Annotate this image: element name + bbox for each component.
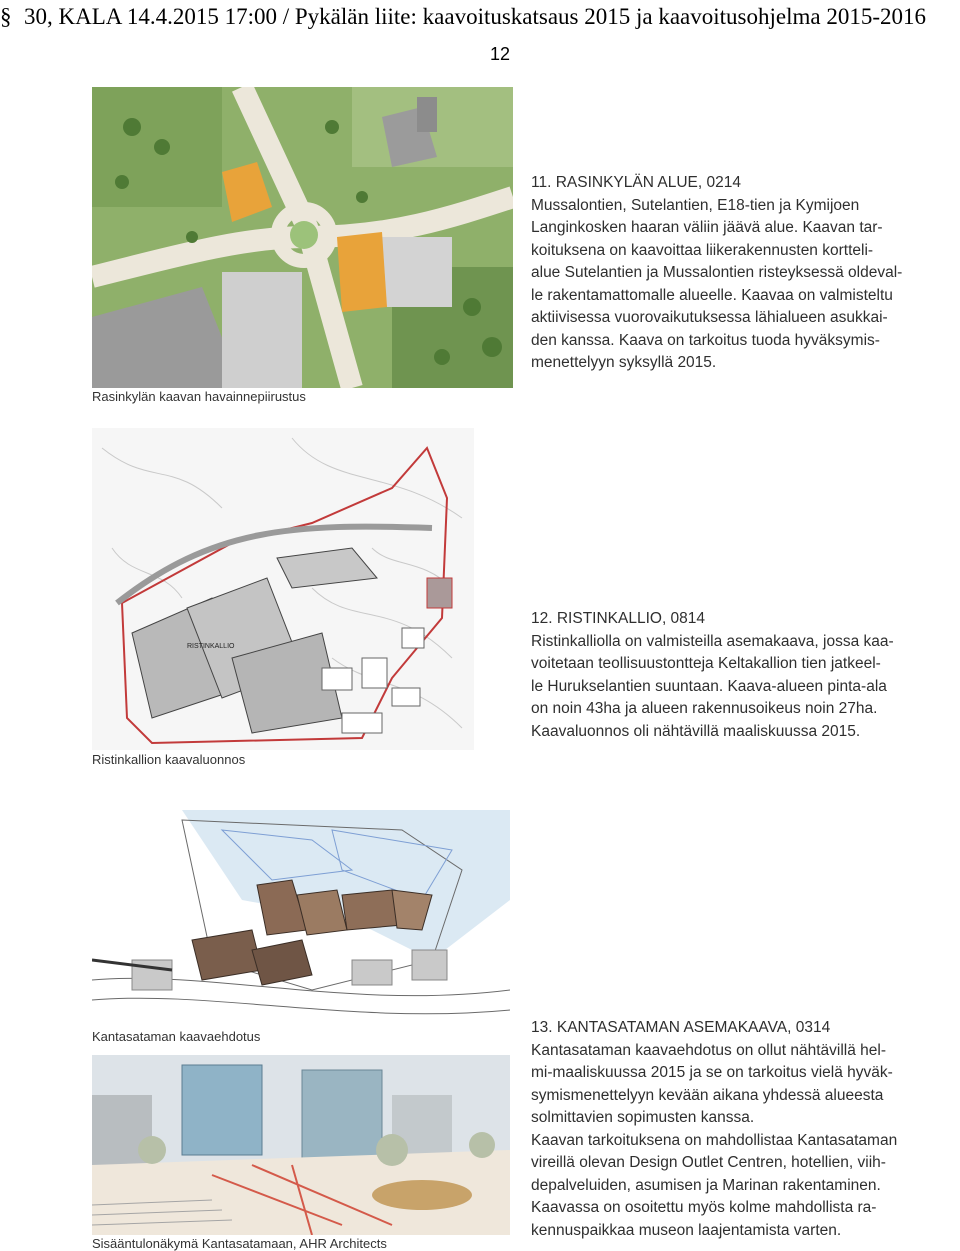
section-13-line: mi-maaliskuussa 2015 ja se on tarkoitus vielä hyväk- — [531, 1064, 893, 1081]
section-12-line: on noin 43ha ja alueen rakennusoikeus noin 27ha. — [531, 700, 878, 717]
section-13-line: depalveluiden, asumisen ja Marinan rakentaminen. — [531, 1176, 881, 1194]
section-11-line: alue Sutelantien ja Mussalontien risteyksessä oldeval- — [531, 264, 903, 281]
section-13-line: Kaavassa on osoitettu myös kolme mahdollista ra- — [531, 1199, 877, 1216]
section-13-line: solmittavien sopimusten kanssa. — [531, 1109, 755, 1126]
section-13-line: Kaavan tarkoituksena on mahdollistaa Kantasataman — [531, 1131, 898, 1149]
section-11-line: den kanssa. Kaava on tarkoitus tuoda hyväksymis- — [531, 331, 880, 349]
figure-caption-ristinkallio: Ristinkallion kaavaluonnos — [92, 752, 246, 767]
section-11-line: aktiivisessa vuorovaikutuksessa lähialueen asukkai- — [531, 309, 888, 326]
section-13-line: symismenettelyyn kevään aikana yhdessä alueesta — [531, 1086, 884, 1104]
section-12-heading: 12. RISTINKALLIO, 0814 — [531, 610, 706, 627]
section-13-line: kennuspaikkaa museon laajentamista varten. — [531, 1221, 842, 1239]
section-12-line: le Hurukselantien suuntaan. Kaava-alueen pinta-ala — [531, 677, 887, 695]
map-label: RISTINKALLIO — [187, 643, 235, 650]
figure-caption-kantasatama: Kantasataman kaavaehdotus — [92, 1029, 261, 1044]
figure-caption-rendering: Sisääntulonäkymä Kantasatamaan, AHR Architects — [92, 1236, 387, 1251]
section-symbol: § — [0, 4, 12, 29]
section-13-heading: 13. KANTASATAMAN ASEMAKAAVA, 0314 — [531, 1019, 831, 1036]
page-number: 12 — [490, 44, 511, 64]
section-11 — [531, 172, 902, 375]
section-13-line: Kantasataman kaavaehdotus on ollut nähtävillä hel- — [531, 1041, 887, 1059]
section-11-line: menettelyyn syksyllä 2015. — [531, 354, 717, 371]
section-12 — [531, 608, 894, 743]
section-12-line: Kaavaluonnos oli nähtävillä maaliskuussa 2015. — [531, 722, 861, 740]
rasinkyla-illustration — [92, 87, 513, 388]
kantasatama-plan — [92, 810, 510, 1028]
section-12-line: voitetaan teollisuustontteja Keltakallion tien jatkeel- — [531, 655, 881, 672]
section-13 — [531, 1017, 897, 1242]
section-13-line: vireillä olevan Design Outlet Centren, hotellien, viih- — [531, 1154, 886, 1171]
section-11-heading: 11. RASINKYLÄN ALUE, 0214 — [531, 174, 741, 191]
page-header — [0, 0, 960, 36]
ristinkallio-plan — [92, 428, 474, 750]
section-11-line: koituksena on kaavoittaa liikerakennusten kortteli- — [531, 241, 874, 259]
section-11-line: Mussalontien, Sutelantien, E18-tien ja Kymijoen — [531, 196, 860, 214]
section-11-line: le rakentamattomalle alueelle. Kaavaa on valmisteltu — [531, 286, 893, 304]
document-title: 30, KALA 14.4.2015 17:00 / Pykälän liite: kaavoituskatsaus 2015 ja kaavoitusohjelma 2015-2016 — [24, 4, 926, 29]
section-11-line: Langinkosken haaran väliin jäävä alue. Kaavan tar- — [531, 219, 883, 236]
section-12-line: Ristinkalliolla on valmisteilla asemakaava, jossa kaa- — [531, 632, 894, 650]
figure-caption-rasinkyla: Rasinkylän kaavan havainnepiirustus — [92, 389, 306, 404]
kantasatama-rendering — [92, 1055, 510, 1235]
